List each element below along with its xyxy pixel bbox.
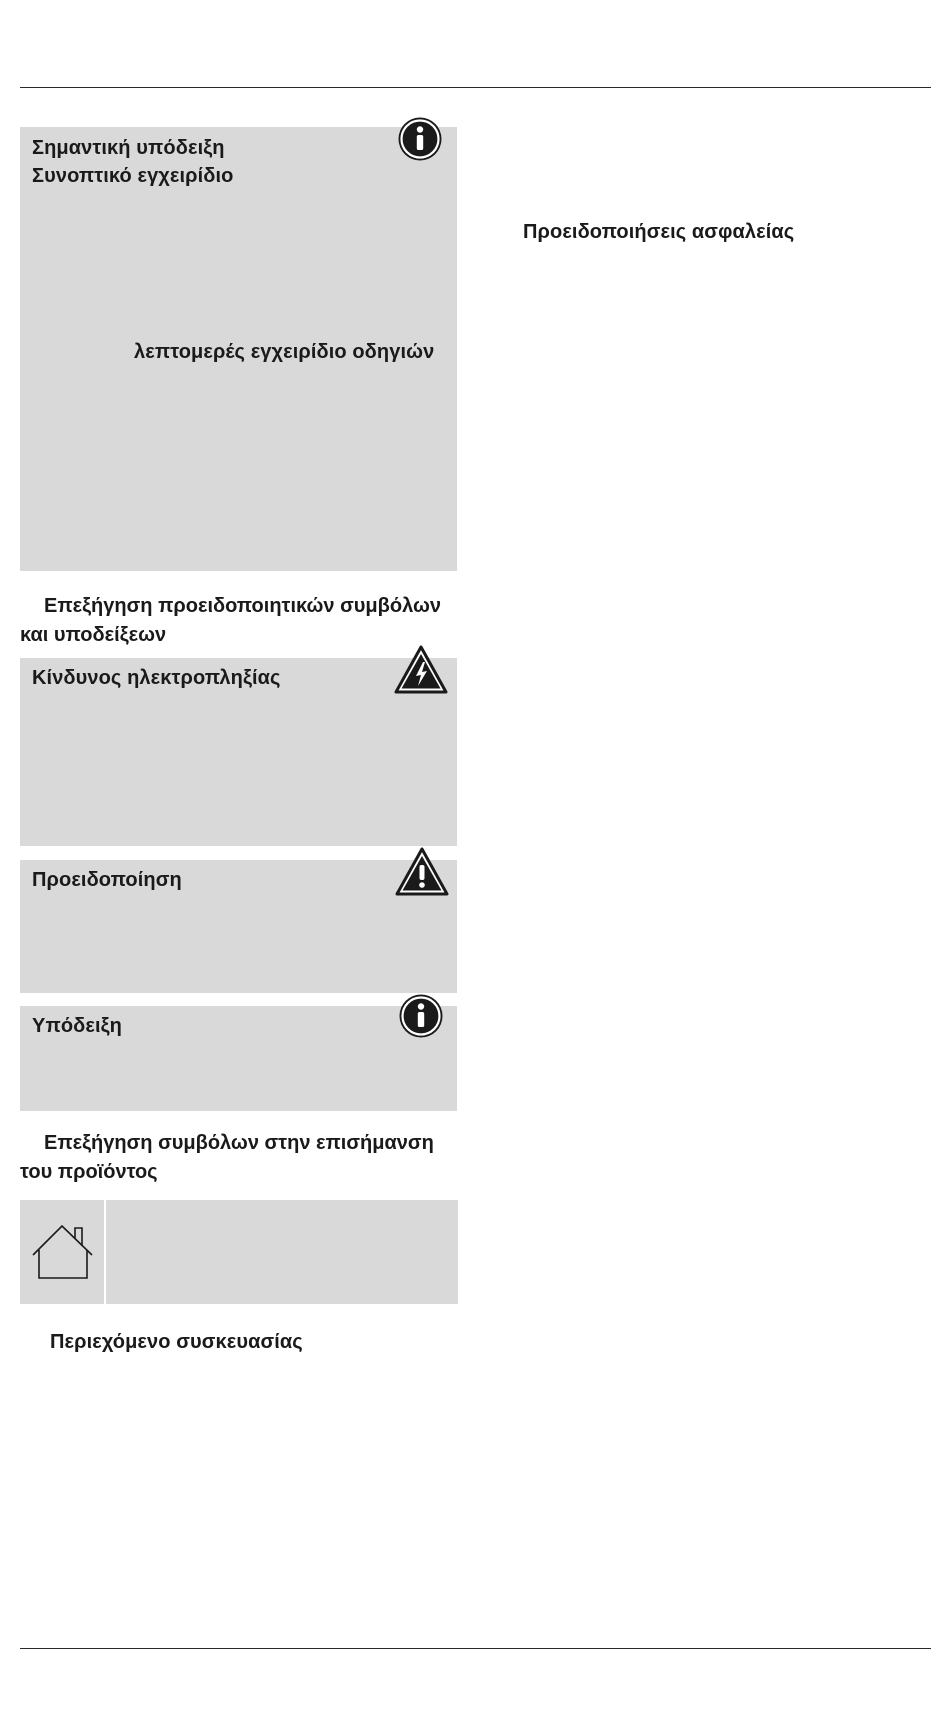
product-symbols-heading: Επεξήγηση συμβόλων στην επισήμανση του προϊόντος bbox=[20, 1132, 434, 1183]
footer-rule bbox=[20, 1648, 931, 1649]
notice-subtitle: Συνοπτικό εγχειρίδιο bbox=[32, 165, 234, 187]
package-contents-heading: Περιεχόμενο συσκευασίας bbox=[50, 1331, 303, 1353]
electric-shock-label: Κίνδυνος ηλεκτροπληξίας bbox=[32, 667, 281, 689]
safety-warnings-heading: Προειδοποιήσεις ασφαλείας bbox=[523, 221, 795, 243]
header-rule bbox=[20, 87, 931, 88]
exclamation-warning-icon bbox=[395, 847, 449, 897]
info-icon bbox=[397, 116, 443, 162]
indoor-use-house-icon bbox=[31, 1223, 95, 1281]
symbol-description-cell bbox=[106, 1200, 458, 1304]
warning-symbols-heading: Επεξήγηση προειδοποιητικών συμβόλων και υποδείξεων bbox=[20, 595, 441, 646]
electric-shock-warning-icon bbox=[394, 645, 448, 695]
notice-title: Σημαντική υπόδειξη bbox=[32, 137, 225, 159]
note-label: Υπόδειξη bbox=[32, 1015, 122, 1037]
info-icon bbox=[398, 993, 444, 1039]
detailed-manual-link[interactable]: λεπτομερές εγχειρίδιο οδηγιών bbox=[134, 341, 435, 363]
warning-label: Προειδοποίηση bbox=[32, 869, 182, 891]
